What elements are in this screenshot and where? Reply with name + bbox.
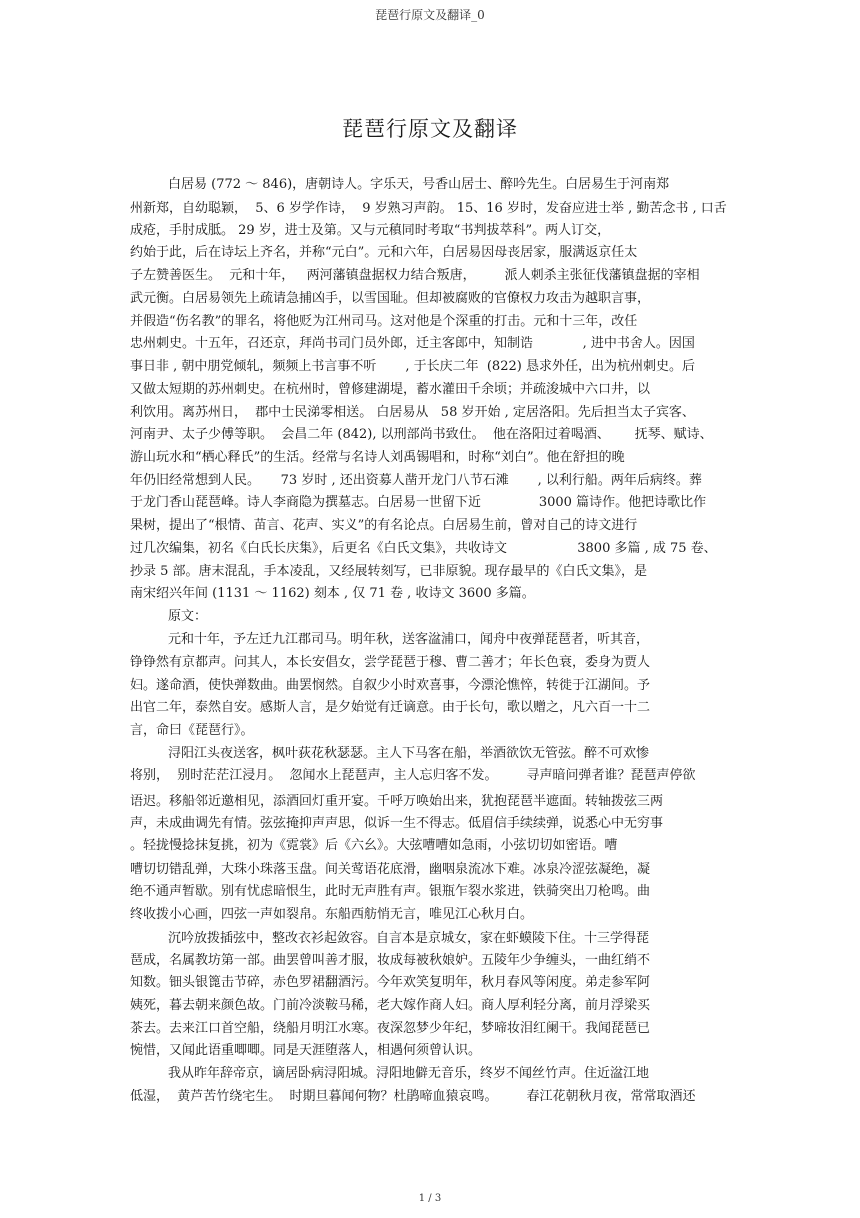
text-line: 琶成，名属教坊第一部。曲罢曾叫善才服，妆成每被秋娘妒。五陵年少争缠头，一曲红绡不 (130, 953, 651, 968)
text-line: 忠州刺史。十五年，召还京，拜尚书司门员外郎，迁主客郎中，知制诰 , 进中书舍人。因国 (130, 336, 695, 351)
text-line: 事日非 , 朝中朋党倾轧，频频上书言事不听 , 于长庆二年 (822) 恳求外任，出为杭州刺史。后 (130, 359, 695, 374)
text-line: 州新郑，自幼聪颖， 5、6 岁学作诗， 9 岁熟习声韵。 15、16 岁时，发奋应进士举 , 勤苦念书 , 口舌 (130, 201, 727, 216)
text-line: 利饮用。离苏州日， 郡中士民涕零相送。 白居易从 58 岁开始 , 定居洛阳。先后担当太子宾客、 (130, 405, 695, 420)
text-line: 元和十年，予左迁九江郡司马。明年秋，送客湓浦口，闻舟中夜弹琵琶者，听其音， (168, 632, 650, 647)
section-label-original: 原文： (168, 609, 208, 624)
text-line: 游山玩水和“栖心释氏”的生活。经常与名诗人刘禹锡唱和，时称“刘白”。他在舒担的晚 (130, 450, 625, 465)
text-line: 言，命曰《琵琶行》。 (130, 723, 254, 738)
text-line: 又做太短期的苏州刺史。在杭州时，曾修建湖堤，蓄水灌田千余顷；并疏浚城中六口井，以 (130, 382, 651, 397)
text-line: 沉吟放拨插弦中，整改衣衫起敛容。自言本是京城女，家在虾蟆陵下住。十三学得琵 (168, 931, 650, 946)
text-line: 低湿， 黄芦苦竹绕宅生。 时期旦暮闻何物？杜鹃啼血猿哀鸣。 春江花朝秋月夜，常常取酒还 (130, 1089, 696, 1104)
text-line: 我从昨年辞帝京，谪居卧病浔阳城。浔阳地僻无音乐，终岁不闻丝竹声。住近湓江地 (168, 1066, 650, 1081)
text-line: 武元衡。白居易领先上疏请急捕凶手，以雪国耻。但却被腐败的官僚权力攻击为越职言事， (130, 291, 651, 306)
text-line: 南宋绍兴年间 (1131 ～ 1162) 刻本 , 仅 71 卷 , 收诗文 3600 多篇。 (130, 586, 535, 601)
text-line: 子左赞善医生。 元和十年， 两河藩镇盘据权力结合叛唐， 派人刺杀主张征伐藩镇盘据的宰相 (130, 268, 700, 283)
text-line: 成疮，手肘成胝。 29 岁，进士及第。又与元稹同时考取“书判拔萃科”。两人订交， (130, 223, 611, 238)
text-line: 于龙门香山琵琶峰。诗人李商隐为撰墓志。白居易一世留下近 3000 篇诗作。他把诗歌比作 (130, 495, 707, 510)
text-line: 嘈切切错乱弹，大珠小珠落玉盘。间关莺语花底滑，幽咽泉流冰下难。冰泉冷涩弦凝绝，凝 (130, 862, 651, 877)
text-line: 知数。钿头银篦击节碎，赤色罗裙翻酒污。今年欢笑复明年，秋月春风等闲度。弟走参军阿 (130, 975, 651, 990)
text-line: 终收拨小心画，四弦一声如裂帛。东船西舫悄无言，唯见江心秋月白。 (130, 907, 534, 922)
page-header-title: 琵琶行原文及翻译_0 (375, 8, 485, 22)
text-line: 。轻拢慢捻抹复挑，初为《霓裳》后《六幺》。大弦嘈嘈如急雨，小弦切切如密语。嘈 (130, 838, 618, 853)
text-line: 过几次编集，初名《白氏长庆集》，后更名《白氏文集》，共收诗文 3800 多篇 , 成 75 卷、 (130, 541, 717, 556)
page-number: 1 / 3 (418, 1193, 442, 1204)
document-title: 琵琶行原文及翻译 (342, 117, 518, 141)
text-line: 抄录 5 部。唐末混乱，手本凌乱，又经展转刻写，已非原貌。现存最早的《白氏文集》，是 (130, 564, 648, 579)
text-line: 河南尹、太子少傅等职。 会昌二年 (842), 以刑部尚书致仕。 他在洛阳过着喝酒、 抚琴、赋诗、 (130, 427, 713, 442)
text-line: 将别， 别时茫茫江浸月。 忽闻水上琵琶声，主人忘归客不发。 寻声暗问弹者谁？琵琶声停欲 (130, 768, 696, 783)
text-line: 妇。遂命酒，使快弹数曲。曲罢悯然。自叙少小时欢喜事，今漂沦憔悴，转徙于江湖间。予 (130, 678, 651, 693)
text-line: 声，未成曲调先有情。弦弦掩抑声声思，似诉一生不得志。低眉信手续续弹，说悉心中无穷事 (130, 816, 664, 831)
text-line: 惋惜，又闻此语重唧唧。同是天涯堕落人，相遇何须曾认识。 (130, 1043, 482, 1058)
text-line: 茶去。去来江口首空船，绕船月明江水寒。夜深忽梦少年纪，梦啼妆泪红阑干。我闻琵琶已 (130, 1021, 651, 1036)
text-line: 姨死，暮去朝来颜色故。门前冷淡鞍马稀，老大嫁作商人妇。商人厚利轻分离，前月浮梁买 (130, 998, 651, 1013)
text-line: 约始于此，后在诗坛上齐名，并称“元白”。元和六年，白居易因母丧居家，服满返京任太 (130, 245, 638, 260)
text-line: 并假造“伤名教”的罪名，将他贬为江州司马。这对他是个深重的打击。元和十三年，改任 (130, 314, 638, 329)
text-line: 语迟。移船邻近邀相见，添酒回灯重开宴。千呼万唤始出来，犹抱琵琶半遮面。转轴拨弦三两 (130, 794, 664, 809)
text-line: 果树，提出了“根情、苗言、花声、实义”的有名论点。白居易生前，曾对自己的诗文进行 (130, 518, 638, 533)
text-line: 绝不通声暂歇。别有忧虑暗恨生，此时无声胜有声。银瓶乍裂水浆进，铁骑突出刀枪鸣。曲 (130, 884, 651, 899)
text-line: 年仍旧经常想到人民。 73 岁时 , 还出资募人凿开龙门八节石滩 , 以利行船。两年后病终。葬 (130, 473, 702, 488)
text-line: 白居易 (772 ～ 846)，唐朝诗人。字乐天，号香山居士、醉吟先生。白居易生于河南郑 (168, 177, 670, 192)
text-line: 铮铮然有京都声。问其人，本长安倡女，尝学琵琶于穆、曹二善才；年长色衰，委身为贾人 (130, 655, 651, 670)
text-line: 出官二年，泰然自安。感斯人言，是夕始觉有迁谪意。由于长句，歌以赠之，凡六百一十二 (130, 700, 651, 715)
text-line: 浔阳江头夜送客，枫叶荻花秋瑟瑟。主人下马客在船，举酒欲饮无管弦。醉不可欢惨 (168, 746, 650, 761)
